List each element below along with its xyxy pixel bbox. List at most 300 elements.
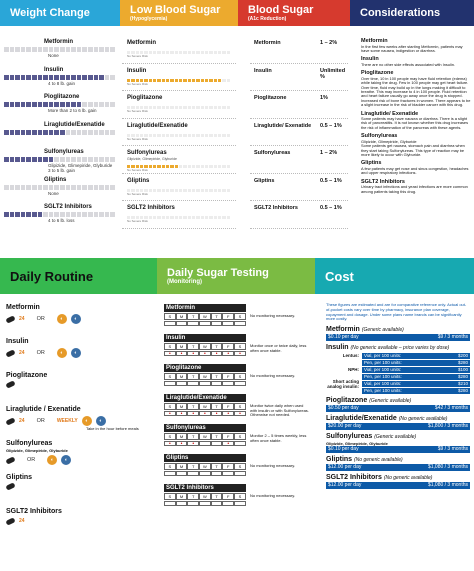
three-month-price: $1,080 / 3 months	[427, 482, 468, 489]
drug-subnames: Glipizide, Glimepiride, Glyburide	[127, 157, 177, 161]
low-sugar-row	[122, 64, 236, 92]
axis-left-label: No Severe Risk	[127, 81, 148, 86]
mark-cell	[199, 501, 211, 506]
drug-name	[326, 433, 470, 441]
risk-axis	[127, 109, 231, 113]
testing-left	[164, 424, 246, 446]
day-cell: M	[176, 403, 188, 410]
day-grid	[164, 373, 246, 380]
mark-cell	[187, 321, 199, 326]
routine-icons	[6, 314, 151, 324]
drug-name-text: Metformin	[326, 326, 360, 334]
generic-note: (No generic available)	[398, 416, 448, 423]
price: $100	[457, 366, 468, 372]
testing-note: Monitor twice daily when used with insulin or with Sulfonylureas. Otherwise not needed.	[250, 403, 309, 418]
drug-name: Metformin	[361, 38, 388, 44]
pill-icon	[5, 417, 15, 425]
three-month-price: $1,800 / 3 months	[427, 423, 468, 430]
day-cell: W	[199, 373, 211, 380]
drug-name-text: Gliptins	[326, 456, 353, 464]
consideration-row	[358, 109, 474, 132]
day-cell: T	[211, 463, 223, 470]
drug-name-text: Insulin	[326, 344, 349, 352]
day-cell: F	[222, 343, 234, 350]
three-month-price: $42 / 3 months	[434, 405, 468, 412]
cost-row	[322, 455, 474, 473]
mark-cell: •	[211, 411, 223, 416]
pill-icon	[5, 349, 15, 357]
weight-note: 3 to 5 lb. gain	[48, 168, 76, 173]
day-cell: S	[234, 313, 246, 320]
or-label: OR	[36, 316, 45, 322]
generic-note: (Generic available)	[374, 434, 417, 441]
day-cell: W	[199, 403, 211, 410]
weight-note: None	[48, 53, 59, 58]
mark-cell: •	[187, 351, 199, 356]
bar-segment	[227, 165, 231, 168]
consideration-text: Some patients get nausea, stomach pain and diarrhea when they start taking Sulfonylureas. This type of reaction may be more likely to occur with Glyburide.	[361, 143, 465, 157]
a1c-row	[250, 36, 348, 64]
meal-time-icon: ◐	[57, 348, 67, 358]
pill-icon	[5, 517, 15, 525]
mark-cell: •	[176, 441, 188, 446]
mark-cell: •	[234, 411, 246, 416]
day-grid	[164, 493, 246, 500]
per-day-price: $12.00 per day	[328, 464, 362, 471]
routine-icons	[6, 484, 151, 489]
day-cell: W	[199, 493, 211, 500]
or-label: OR	[36, 350, 45, 356]
bar-segment	[110, 102, 116, 107]
mark-cell: •	[187, 411, 199, 416]
a1c-row	[250, 174, 348, 202]
routine-row	[0, 303, 157, 337]
mark-cell	[199, 381, 211, 386]
price-bar	[362, 360, 470, 366]
day-cell: F	[222, 313, 234, 320]
low-sugar-row	[122, 174, 236, 202]
mark-cell	[164, 381, 176, 386]
drug-name: SGLT2 Inhibitors	[361, 178, 405, 185]
day-cell: T	[187, 403, 199, 410]
weight-change-header: Weight Change	[0, 0, 120, 26]
drug-subnames: Glipizide, Glimepiride, Glyburide	[6, 448, 68, 453]
cost-panel	[322, 300, 474, 571]
bar-segment	[227, 51, 231, 54]
daily-routine-panel	[0, 303, 157, 571]
mark-cell	[211, 381, 223, 386]
day-cell: S	[234, 433, 246, 440]
cost-disclaimer: These figures are estimated and are for comparative reference only. Actual out-of-pocket costs vary over time by pharmacy, insurance plan coverage, copayment and dosage. Under some plans name brands can be significantly more costly.	[326, 302, 467, 322]
mark-cell	[234, 501, 246, 506]
consideration-text: Urinary tract infections and yeast infections are more common among patients taking this drug.	[361, 184, 468, 194]
dose-count: 24	[19, 350, 25, 356]
testing-left	[164, 364, 246, 386]
generic-note: (Generic available)	[369, 398, 412, 405]
price: $280	[457, 373, 468, 379]
mark-cell: •	[164, 351, 176, 356]
mark-cell	[211, 471, 223, 476]
per-unit-label: Pen, per 100 units:	[364, 373, 402, 379]
per-unit-label: Vial, per 100 units:	[364, 352, 402, 358]
testing-left	[164, 484, 246, 506]
weight-gain-bar	[4, 185, 116, 190]
day-cell: M	[176, 343, 188, 350]
day-cell: S	[164, 373, 176, 380]
testing-row	[160, 454, 315, 484]
routine-icons	[6, 455, 151, 465]
drug-name: Metformin	[164, 304, 246, 312]
axis-left-label: No Severe Risk	[127, 219, 148, 223]
generic-note: (No generic available)	[383, 475, 433, 482]
per-day-price: $0.50 per day	[328, 405, 359, 412]
drug-name: Insulin	[361, 56, 379, 63]
a1c-range: 0.5 – 1%	[320, 177, 342, 184]
day-cell: S	[234, 373, 246, 380]
drug-name: Liraglutide/Exenatide	[164, 394, 246, 402]
weight-row	[0, 36, 120, 64]
testing-note: No monitoring necessary.	[250, 313, 296, 318]
price-bar	[362, 388, 470, 394]
low-sugar-row	[122, 146, 236, 174]
drug-subnames: Glipizide, Glimepiride, Glyburide	[326, 441, 388, 447]
insulin-type: Lentus:	[342, 353, 359, 359]
day-grid	[164, 343, 246, 350]
testing-note: No monitoring necessary.	[250, 493, 296, 498]
pill-icon	[5, 380, 15, 388]
drug-name: Metformin	[6, 304, 40, 311]
mark-grid	[164, 411, 246, 416]
day-cell: S	[234, 403, 246, 410]
mark-cell	[176, 501, 188, 506]
per-day-price: $0.10 per day	[328, 334, 359, 341]
testing-row	[160, 484, 315, 514]
price-bar	[326, 334, 470, 341]
mark-cell: •	[176, 411, 188, 416]
day-cell: W	[199, 463, 211, 470]
drug-name: Liraglutide / Exenatide	[6, 406, 81, 413]
bar-segment	[110, 185, 116, 190]
bar-segment	[110, 212, 116, 217]
testing-row	[160, 304, 315, 334]
mark-cell: •	[164, 411, 176, 416]
drug-name: SGLT2 Inhibitors	[127, 205, 175, 211]
weight-gain-bar	[4, 75, 116, 80]
mark-cell	[187, 501, 199, 506]
a1c-row	[250, 64, 348, 92]
risk-axis	[127, 82, 231, 86]
drug-name: Metformin	[254, 40, 281, 46]
consideration-row	[358, 177, 474, 195]
day-cell: M	[176, 433, 188, 440]
mark-cell: •	[222, 411, 234, 416]
consideration-text: There are no other side effects associated with Insulin.	[361, 61, 456, 67]
day-cell: T	[211, 343, 223, 350]
axis-left-label: No Severe Risk	[127, 109, 148, 113]
mark-cell	[164, 501, 176, 506]
weight-gain-bar	[4, 157, 116, 162]
drug-name: Sulfonylureas	[164, 424, 246, 432]
weight-gain-bar	[4, 102, 116, 107]
per-day-price: $0.10 per day	[328, 446, 359, 453]
drug-name: Pioglitazone	[44, 94, 80, 100]
day-cell: F	[222, 403, 234, 410]
day-cell: S	[164, 403, 176, 410]
drug-name	[326, 344, 470, 352]
drug-name: Insulin	[164, 334, 246, 342]
day-cell: S	[164, 313, 176, 320]
a1c-row	[250, 119, 348, 147]
per-day-price: $20.00 per day	[328, 423, 362, 430]
consideration-row	[358, 36, 474, 54]
price-bar	[326, 446, 470, 453]
mark-cell: •	[222, 351, 234, 356]
drug-name: Gliptins	[127, 177, 150, 184]
day-cell: T	[211, 373, 223, 380]
day-cell: W	[199, 343, 211, 350]
low-blood-sugar-header: Low Blood Sugar (Hypoglycemia)	[120, 0, 238, 26]
weight-note: 4 to 6 lb. loss	[48, 218, 75, 223]
daily-sugar-testing-header: Daily Sugar Testing (Monitoring)	[157, 258, 315, 294]
drug-name	[326, 326, 470, 334]
bar-segment	[227, 79, 231, 82]
mark-cell	[199, 471, 211, 476]
mark-cell: •	[187, 441, 199, 446]
meal-time-icon: ◐	[61, 455, 71, 465]
cost-row	[322, 396, 474, 414]
mark-cell: •	[199, 351, 211, 356]
mark-cell	[187, 381, 199, 386]
day-cell: T	[187, 373, 199, 380]
low-sugar-row	[122, 91, 236, 119]
drug-name: Insulin	[127, 67, 147, 74]
price: $210	[457, 380, 468, 386]
testing-note: Monitor 2 – 5 times weekly, less often once stable.	[250, 433, 307, 443]
pill-icon	[5, 482, 15, 490]
day-cell: M	[176, 313, 188, 320]
routine-row	[0, 371, 157, 405]
drug-name: Gliptins	[254, 177, 275, 184]
mark-cell	[176, 321, 188, 326]
mark-cell: •	[164, 441, 176, 446]
price-bar	[362, 381, 470, 387]
drug-subnames: Glipizide, Glimepiride, Glyburide	[361, 138, 417, 144]
considerations-panel	[358, 36, 474, 258]
mark-cell	[211, 441, 223, 446]
drug-name: Pioglitazone	[6, 372, 48, 379]
a1c-panel	[250, 36, 348, 256]
weight-row	[0, 64, 120, 92]
weekly-label: WEEKLY	[56, 418, 78, 424]
weight-row	[0, 91, 120, 119]
axis-left-label: No Severe Risk	[127, 54, 148, 58]
drug-name: Liraglutide/ Exenatide	[361, 110, 419, 117]
mark-grid	[164, 381, 246, 386]
testing-note: No monitoring necessary.	[250, 373, 296, 378]
risk-axis	[127, 54, 231, 58]
drug-name: Gliptins	[6, 474, 33, 481]
low-sugar-row	[122, 119, 236, 147]
weight-row	[0, 201, 120, 229]
routine-icons	[6, 382, 151, 387]
weight-row	[0, 119, 120, 147]
three-month-price: $1,080 / 3 months	[427, 464, 468, 471]
mark-cell: •	[211, 351, 223, 356]
meal-time-icon: ◐	[47, 455, 57, 465]
price-bar	[362, 367, 470, 373]
weight-row	[0, 174, 120, 202]
testing-left	[164, 334, 246, 356]
day-cell: S	[164, 463, 176, 470]
drug-name: Sulfonylureas	[44, 149, 84, 155]
drug-name: Pioglitazone	[254, 95, 287, 101]
drug-name: Metformin	[127, 40, 156, 46]
dose-count: 24	[19, 316, 25, 322]
risk-axis	[127, 168, 231, 172]
routine-icons	[6, 518, 151, 524]
mark-cell	[222, 501, 234, 506]
mark-cell	[222, 321, 234, 326]
price: $200	[457, 352, 468, 358]
day-cell: T	[211, 433, 223, 440]
consideration-text: Some patients may have nausea or diarrhea. There is a slight risk of pancreatitis. It is not known whether this drug increases the risk of inflammation of the pancreas with these agents.	[361, 116, 469, 130]
mark-grid	[164, 441, 246, 446]
mark-grid	[164, 471, 246, 476]
bar-segment	[227, 106, 231, 109]
a1c-range: Unlimited %	[320, 67, 346, 80]
meal-time-icon: ◐	[82, 416, 92, 426]
day-cell: T	[187, 343, 199, 350]
three-month-price: $9 / 3 months	[437, 334, 468, 341]
routine-note: Take in the hour before meals	[86, 426, 139, 431]
day-grid	[164, 463, 246, 470]
insulin-price-line	[326, 380, 470, 387]
drug-name-text: Sulfonylureas	[326, 433, 373, 441]
cost-row	[322, 414, 474, 432]
cost-row	[322, 343, 474, 396]
a1c-range: 1 – 2%	[320, 40, 338, 46]
day-cell: S	[234, 493, 246, 500]
mark-cell	[211, 321, 223, 326]
drug-name: SGLT2 Inhibitors	[164, 484, 246, 492]
price: $280	[457, 387, 468, 393]
mark-cell	[222, 381, 234, 386]
drug-name: Gliptins	[44, 176, 67, 183]
cost-header: Cost	[315, 258, 474, 294]
day-grid	[164, 313, 246, 320]
per-unit-label: Pen, per 100 units:	[364, 387, 402, 393]
per-day-price: $12.00 per day	[328, 482, 362, 489]
drug-name: Liraglutide/Exenatide	[44, 121, 105, 128]
consideration-row	[358, 131, 474, 158]
drug-name	[326, 456, 470, 464]
mark-cell	[211, 501, 223, 506]
weight-change-panel	[0, 36, 120, 256]
mark-cell	[187, 471, 199, 476]
or-label: OR	[27, 457, 36, 463]
insulin-type: NPH:	[348, 367, 359, 373]
three-month-price: $9 / 3 months	[437, 446, 468, 453]
price: $280	[457, 359, 468, 365]
insulin-price-line	[326, 366, 470, 373]
testing-row	[160, 424, 315, 454]
per-unit-label: Pen, per 100 units:	[364, 359, 402, 365]
day-cell: S	[234, 343, 246, 350]
mark-cell: •	[199, 411, 211, 416]
per-unit-label: Vial, per 100 units:	[364, 380, 402, 386]
meal-time-icon: ◐	[71, 348, 81, 358]
drug-name: Sulfonylureas	[361, 133, 398, 140]
mark-cell	[199, 441, 211, 446]
a1c-row	[250, 91, 348, 119]
drug-name: SGLT2 Inhibitors	[254, 205, 298, 211]
day-cell: S	[164, 433, 176, 440]
daily-testing-panel	[160, 304, 315, 571]
day-cell: F	[222, 373, 234, 380]
weight-gain-bar	[4, 130, 116, 135]
mark-grid	[164, 501, 246, 506]
drug-name: Pioglitazone	[164, 364, 246, 372]
mark-cell	[234, 471, 246, 476]
weight-note: More than 2 to 6 lb. gain	[48, 108, 97, 113]
weight-note: 4 to 8 lb. gain	[48, 80, 76, 86]
testing-left	[164, 394, 246, 416]
day-cell: T	[187, 433, 199, 440]
a1c-range: 0.5 – 1%	[320, 205, 342, 211]
day-cell: S	[234, 463, 246, 470]
daily-routine-header: Daily Routine	[0, 258, 157, 294]
consideration-text: Over time, 10 in 100 people may have fluid retention (edema) while taking the drug. Few in 100 people may get heart failure. Over time, fluid may build up in the lungs making it difficult to breathe. This may increase to 4 in 100 people. Fluid retention and heart failure usually go away once the drug is stopped. Increased risk of bone fractures in women. There appears to be a slight increase in the risk of bladder cancer with this drug.	[361, 75, 471, 108]
drug-name: Metformin	[44, 39, 73, 45]
insulin-type: Short acting analog insulin:	[327, 378, 359, 389]
drug-name: Sulfonylureas	[6, 440, 53, 447]
drug-name: Pioglitazone	[127, 95, 163, 101]
bar-segment	[110, 157, 116, 162]
drug-name: Gliptins	[164, 454, 246, 462]
day-cell: W	[199, 313, 211, 320]
drug-subnames: Glipizide, Glimepiride, Glyburide	[48, 163, 113, 168]
routine-row	[0, 337, 157, 371]
day-cell: T	[187, 463, 199, 470]
considerations-header: Considerations	[350, 0, 474, 26]
price-bar	[326, 464, 470, 471]
drug-name: Sulfonylureas	[254, 150, 291, 156]
mark-cell: •	[176, 351, 188, 356]
meal-time-icon: ◐	[57, 314, 67, 324]
consideration-row	[358, 68, 474, 108]
dose-count: 24	[19, 518, 25, 524]
price-bar	[326, 423, 470, 430]
day-cell: S	[164, 343, 176, 350]
bar-segment	[227, 134, 231, 137]
mark-cell	[199, 321, 211, 326]
day-cell: T	[211, 493, 223, 500]
routine-row	[0, 405, 157, 439]
drug-name	[326, 474, 470, 482]
day-cell: W	[199, 433, 211, 440]
testing-row	[160, 364, 315, 394]
consideration-text: In the first few weeks after starting Metformin, patients may have some nausea, indigestion or diarrhea.	[361, 43, 463, 53]
mark-cell	[234, 321, 246, 326]
day-cell: M	[176, 493, 188, 500]
low-sugar-row	[122, 36, 236, 64]
per-unit-label: Vial, per 100 units:	[364, 366, 402, 372]
dose-count: 24	[19, 418, 25, 424]
routine-icons	[6, 348, 151, 358]
mark-cell	[164, 321, 176, 326]
pill-icon	[5, 315, 15, 323]
day-grid	[164, 433, 246, 440]
